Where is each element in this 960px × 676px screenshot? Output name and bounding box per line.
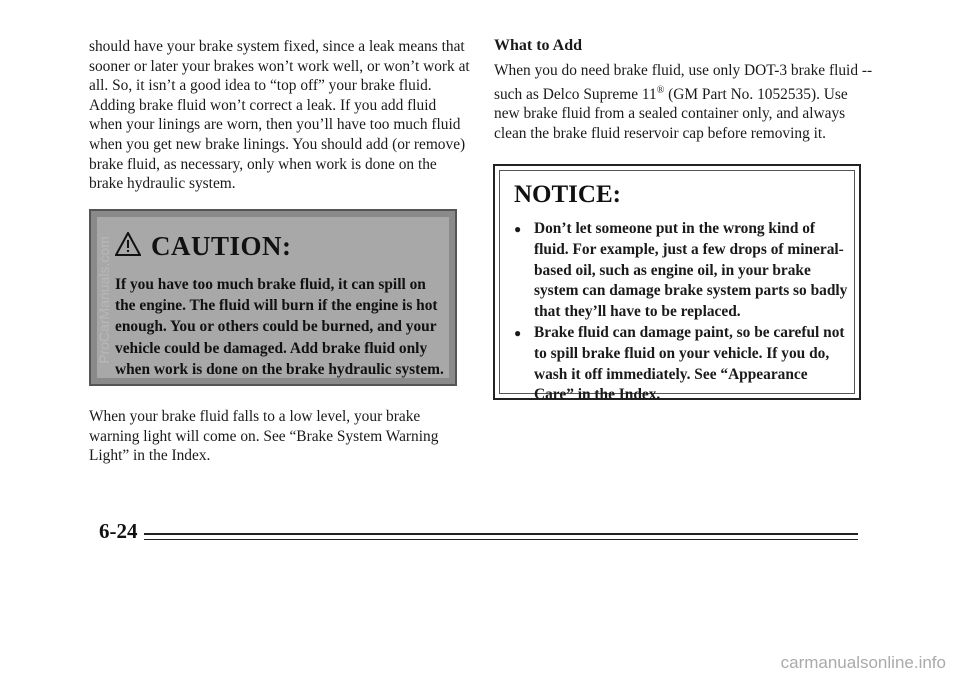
- page-number: 6-24: [99, 519, 138, 543]
- footer-rule-thin: [144, 539, 858, 540]
- low-level-section: [89, 407, 464, 466]
- bullet-icon: ●: [514, 325, 522, 340]
- footer-rule: [144, 533, 858, 535]
- bullet-icon: ●: [514, 222, 522, 236]
- what-to-add-heading: What to Add: [494, 37, 583, 54]
- caution-text: If you have too much brake fluid, it can spill on the engine. The fluid will burn if the engine is hot enough. You or others could be burned, and your vehicle could be damaged. Add brake fluid only when work is done on the brake hydraulic system.: [115, 276, 444, 378]
- notice-box: [493, 164, 861, 404]
- intro-paragraph: should have your brake system fixed, since a leak means that sooner or later your brakes won’t work well, or won’t work at all. So, it isn’t a good idea to “top off” your brake fluid. Adding brake fluid won’t correct a leak. If you add fluid when your linings are worn, then you’ll have too much fluid when you get new brake linings. You should add (or remove) brake fluid, as necessary, only when work is done on the brake hydraulic system.: [89, 38, 470, 193]
- left-column: [89, 37, 471, 194]
- notice-item: ● Brake fluid can damage paint, so be careful not to spill brake fluid on your vehicle. If you do, wash it off immediately. See “Appearance Care” in the Index.: [510, 323, 850, 406]
- notice-title: NOTICE:: [514, 181, 621, 208]
- low-level-paragraph: When your brake fluid falls to a low level, your brake warning light will come on. See “Brake System Warning Light” in the Index.: [89, 408, 439, 465]
- notice-list: [510, 219, 850, 406]
- what-to-add-paragraph: When you do need brake fluid, use only DOT-3 brake fluid -- such as Delco Supreme 11® (GM Part No. 1052535). Use new brake fluid from a sealed container only, and always clean the brake fluid reservoir cap before removing it.: [494, 62, 873, 142]
- right-column: [494, 37, 874, 144]
- registered-mark: ®: [656, 84, 665, 96]
- caution-title: CAUTION:: [151, 231, 292, 261]
- side-watermark: ProCarManuals.com: [96, 236, 112, 364]
- site-footer-link[interactable]: carmanualsonline.info: [780, 653, 946, 672]
- caution-box: [89, 209, 457, 386]
- notice-item: ● Don’t let someone put in the wrong kind of fluid. For example, just a few drops of mineral-based oil, such as engine oil, in your brake system can damage brake system parts so badly that they’ll have to be replaced.: [510, 219, 850, 323]
